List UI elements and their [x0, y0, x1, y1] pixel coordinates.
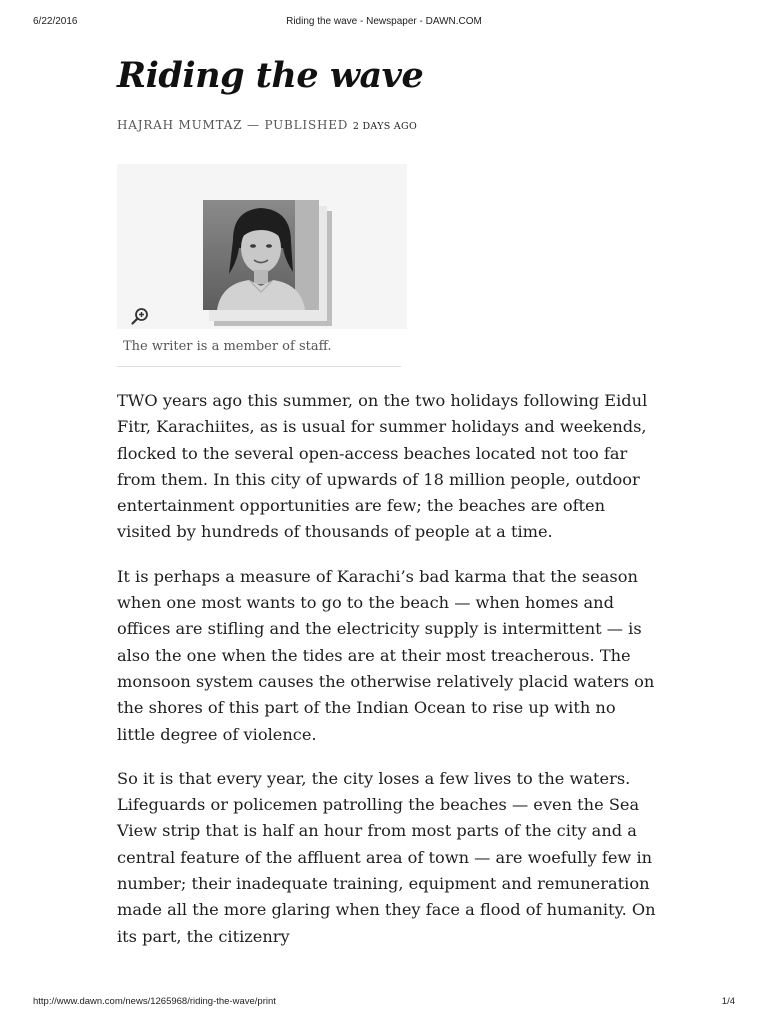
- byline: [117, 116, 657, 136]
- author-portrait: [203, 200, 319, 310]
- byline-published-label: PUBLISHED: [264, 118, 349, 132]
- print-date: 6/22/2016: [33, 16, 78, 27]
- print-url[interactable]: http://www.dawn.com/news/1265968/riding-the-wave/print: [33, 996, 276, 1007]
- article-body: [117, 388, 657, 968]
- print-footer: [0, 996, 768, 1010]
- zoom-in-glyph: [130, 306, 150, 326]
- paragraph-1: TWO years ago this summer, on the two holidays following Eidul Fitr, Karachiites, as is usual for summer holidays and weekends, flocked to the several open-access beaches located not too far from them. In this city of upwards of 18 million people, outdoor entertainment opportunities are few; the beaches are often visited by hundreds of thousands of people at a time.: [117, 391, 648, 542]
- caption-divider: [117, 366, 401, 367]
- author-figure: [117, 164, 407, 368]
- page-number: 1/4: [721, 996, 735, 1007]
- article: [117, 52, 657, 946]
- article-headline: Riding the wave: [117, 55, 424, 96]
- print-page-title: Riding the wave - Newspaper - DAWN.COM: [286, 16, 482, 27]
- byline-timestamp: 2 DAYS AGO: [352, 121, 418, 132]
- paragraph-3: So it is that every year, the city loses a few lives to the waters. Lifeguards or policemen patrolling the beaches — even the Sea View strip that is half an hour from most parts of the city and a central feature of the affluent area of town — are woefully few in number; their inadequate training, equipment and remuneration made all the more glaring when they face a flood of humanity. On its part, the citizenry: [117, 768, 656, 946]
- byline-author[interactable]: HAJRAH MUMTAZ: [117, 118, 243, 132]
- paragraph-2: It is perhaps a measure of Karachi’s bad karma that the season when one most wants to go to the beach — when homes and offices are stifling and the electricity supply is intermittent — is also the one when the tides are at their most treacherous. The monsoon system causes the otherwise relatively placid waters on the shores of this part of the Indian Ocean to rise up with no little degree of violence.: [117, 566, 655, 744]
- byline-separator: —: [247, 118, 260, 132]
- print-header: [0, 16, 768, 30]
- image-caption: The writer is a member of staff.: [123, 339, 332, 354]
- zoom-in-icon[interactable]: [130, 306, 150, 326]
- author-photo[interactable]: [203, 200, 319, 310]
